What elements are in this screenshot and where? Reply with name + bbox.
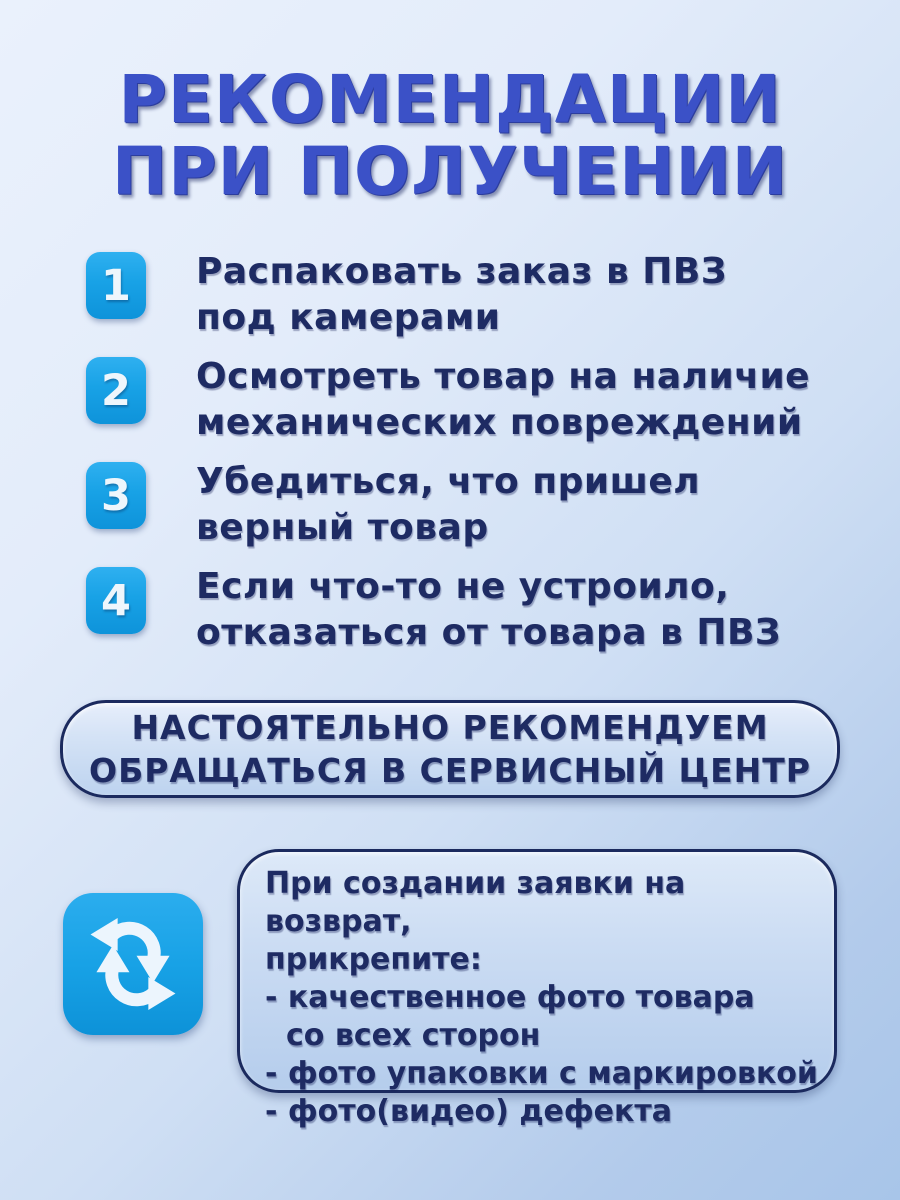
step-2-text-line-1: Осмотреть товар на наличие (196, 356, 811, 397)
step-4-number: 4 (101, 575, 131, 626)
step-1-text (196, 249, 727, 341)
return-box-line-4: со всех сторон (286, 1018, 541, 1053)
step-2-number: 2 (101, 365, 131, 416)
step-3-text-line-2: верный товар (196, 507, 489, 548)
return-instructions-box (237, 849, 837, 1129)
step-item-1 (86, 249, 850, 341)
return-box-line-5: - фото упаковки с маркировкой (265, 1056, 818, 1091)
step-3-number-badge (86, 462, 146, 529)
service-note-line-1: НАСТОЯТЕЛЬНО РЕКОМЕНДУЕМ (131, 708, 769, 747)
step-1-text-line-2: под камерами (196, 297, 501, 338)
return-box-line-3: - качественное фото товара (265, 980, 755, 1015)
step-3-text-line-1: Убедиться, что пришел (196, 461, 701, 502)
step-1-number: 1 (101, 260, 131, 311)
service-center-note (60, 700, 840, 798)
steps-list (86, 249, 850, 669)
step-item-4 (86, 564, 850, 656)
step-2-text-line-2: механических повреждений (196, 402, 803, 443)
page-title-line-1: РЕКОМЕНДАЦИИ (118, 61, 782, 138)
step-3-number: 3 (101, 470, 131, 521)
step-1-number-badge (86, 252, 146, 319)
step-2-number-badge (86, 357, 146, 424)
return-box-line-2: прикрепите: (265, 942, 482, 977)
step-4-text-line-2: отказаться от товара в ПВЗ (196, 612, 782, 653)
page-title (0, 61, 900, 210)
step-3-text (196, 459, 700, 551)
step-4-text-line-1: Если что-то не устроило, (196, 566, 730, 607)
page-title-line-2: ПРИ ПОЛУЧЕНИИ (112, 133, 788, 210)
return-box-line-6: - фото(видео) дефекта (265, 1094, 673, 1129)
step-2-text (196, 354, 810, 446)
exchange-arrows-icon (63, 893, 203, 1035)
step-4-text (196, 564, 781, 656)
return-box-line-1: При создании заявки на возврат, (265, 866, 686, 939)
step-4-number-badge (86, 567, 146, 634)
step-1-text-line-1: Распаковать заказ в ПВЗ (196, 251, 727, 292)
step-item-3 (86, 459, 850, 551)
service-note-line-2: ОБРАЩАТЬСЯ В СЕРВИСНЫЙ ЦЕНТР (89, 751, 811, 790)
step-item-2 (86, 354, 850, 446)
